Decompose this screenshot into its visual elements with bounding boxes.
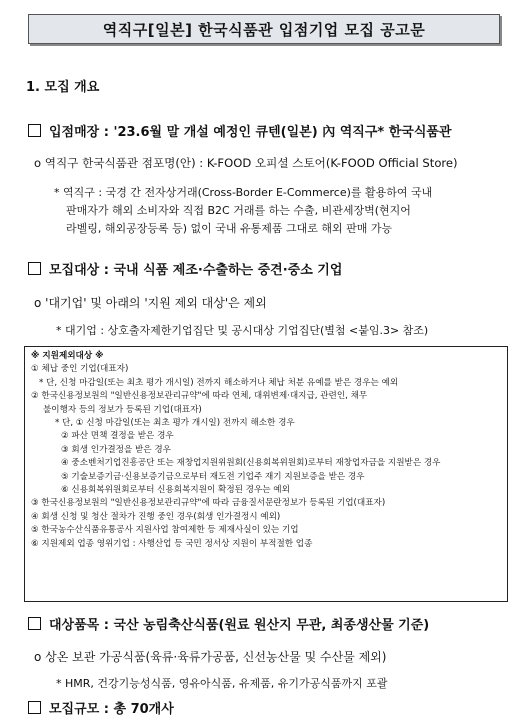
checkbox-square-icon — [28, 617, 41, 630]
item-scale-text: 총 70개사 — [113, 702, 174, 717]
notice-line: ④ 중소벤처기업진흥공단 또는 재창업지원위원회(신용회복위원회)로부터 재창업자금을 지원받은 경우 — [61, 458, 441, 469]
notice-line: ⑤ 한국농수산식품유통공사 지원사업 참여제한 등 제재사실이 있는 기업 — [31, 525, 299, 536]
notice-line: ① 체납 중인 기업(대표자) — [31, 364, 129, 375]
notice-header: ※ 지원제외대상 ※ — [31, 351, 104, 361]
item-scale — [28, 698, 174, 717]
item-products-sub: o 상온 보관 가공식품(육류·육류가공품, 신선농산물 및 수산물 제외) — [34, 650, 387, 664]
note-line: 판매자가 해외 소비자와 직접 B2C 거래를 하는 수출, 비관세장벽(현지어 — [66, 204, 411, 217]
item-products — [28, 614, 429, 633]
item-store-label: 입점매장 : — [49, 125, 114, 140]
section-heading: 1. 모집 개요 — [26, 80, 100, 95]
item-target-sub: o '대기업' 및 아래의 '지원 제외 대상'은 제외 — [34, 296, 267, 310]
notice-line: ⑤ 기술보증기금·신용보증기금으로부터 재도전 기업주 재기 지원보증을 받은 경우 — [61, 471, 365, 482]
item-store-note — [54, 184, 432, 238]
note-line: 라벨링, 해외공장등록 등) 없이 국내 유통제품 그대로 해외 판매 가능 — [66, 222, 393, 235]
item-target-text: 국내 식품 제조·수출하는 중견·중소 기업 — [113, 263, 343, 278]
item-target-label: 모집대상 : — [49, 263, 114, 278]
notice-line: ④ 회생 신청 및 청산 절차가 진행 중인 경우(회생 인가결정시 예외) — [31, 511, 281, 522]
document-title — [28, 14, 500, 44]
item-products-label: 대상품목 : — [49, 618, 114, 633]
notice-line: ⑥ 지원제외 업종 영위기업 : 사행산업 등 국민 정서상 지원이 부적절한 업종 — [31, 538, 313, 549]
item-products-note: * HMR, 건강기능성식품, 영유아식품, 유제품, 유기가공식품까지 포괄 — [56, 677, 388, 690]
notice-line: ⑥ 신용회복위원회로부터 신용회복지원이 확정된 경우는 예외 — [61, 485, 290, 496]
notice-line: ③ 회생 인가결정을 받은 경우 — [61, 444, 171, 455]
checkbox-square-icon — [28, 262, 41, 275]
notice-line: ② 한국신용정보원의 "일반신용정보관리규약"에 따라 연체, 대위변제·대지급, 관련인, 채무 — [31, 391, 368, 402]
item-scale-label: 모집규모 : — [49, 702, 114, 717]
notice-line: ② 파산 면책 결정을 받은 경우 — [61, 431, 174, 442]
item-target — [28, 259, 342, 278]
item-store — [28, 121, 452, 140]
title-text: 역직구[일본] 한국식품관 입점기업 모집 공고문 — [102, 20, 426, 39]
item-products-text: 국산 농림축산식품(원료 원산지 무관, 최종생산물 기준) — [113, 618, 430, 633]
notice-line: * 단, ① 신청 마감일(또는 최초 평가 개시일) 전까지 해소한 경우 — [55, 418, 295, 429]
checkbox-square-icon — [28, 124, 41, 137]
note-line: * 역직구 : 국경 간 전자상거래(Cross-Border E-Commerce)를 활용하여 국내 — [54, 186, 433, 199]
notice-line: ③ 한국신용정보원의 "일반신용정보관리규약"에 따라 금융질서문란정보가 등록된 기업(대표자) — [31, 498, 386, 509]
item-store-sub: o 역직구 한국식품관 점포명(안) : K-FOOD 오피셜 스토어(K-FOOD Official Store) — [34, 156, 458, 170]
exclusion-notice-box — [24, 346, 508, 602]
notice-line: * 단, 신청 마감일(또는 최초 평가 개시일) 전까지 해소하거나 체납 처분 유예를 받은 경우는 예외 — [39, 377, 399, 388]
item-store-text: '23.6월 말 개설 예정인 큐텐(일본) 內 역직구* 한국식품관 — [113, 125, 452, 140]
notice-line: 불이행자 등의 정보가 등록된 기업(대표자) — [43, 404, 202, 415]
item-target-note: * 대기업 : 상호출자제한기업집단 및 공시대상 기업집단(별첨 <붙임.3> 참조) — [56, 324, 429, 337]
checkbox-square-icon — [28, 701, 41, 714]
